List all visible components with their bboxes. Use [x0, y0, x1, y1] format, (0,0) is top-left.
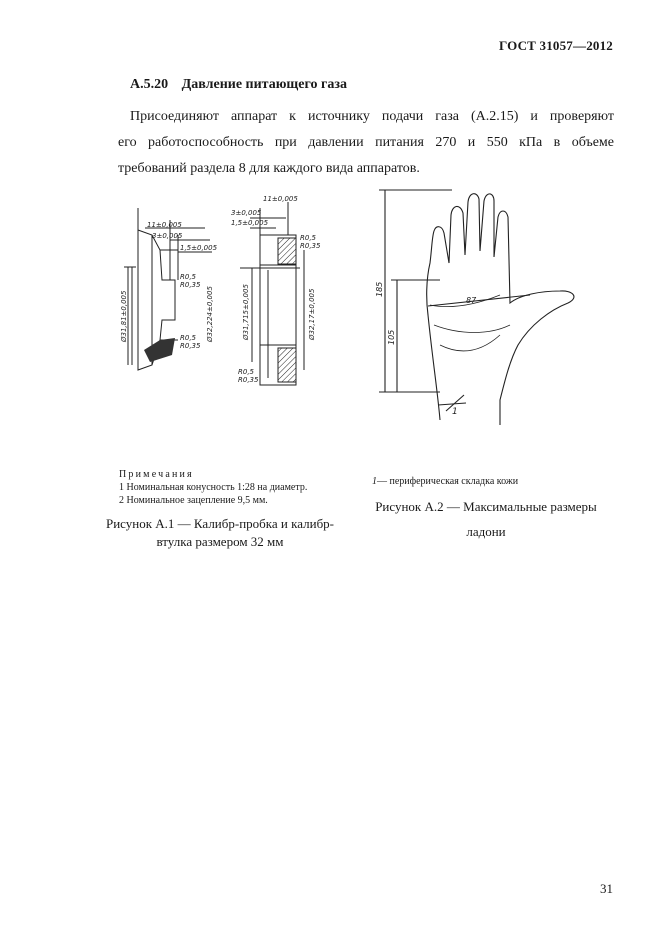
dim-label: R0,35	[180, 342, 201, 350]
paragraph-line: его работоспособность при давлении питания 270 и 550 кПа в объеме	[118, 135, 614, 150]
dim-label: 105	[387, 329, 396, 345]
note-item: 1 Номинальная конусность 1:28 на диаметр.	[119, 482, 308, 493]
dim-label: R0,5	[238, 368, 254, 376]
caption-line: ладони	[466, 524, 506, 539]
legend-number: 1	[372, 476, 377, 487]
dim-label: Ø32,224±0,005	[206, 286, 214, 342]
dim-label: 87	[466, 296, 477, 305]
body-paragraph	[118, 104, 614, 182]
paragraph-line: требований раздела 8 для каждого вида аппаратов.	[118, 161, 420, 176]
figure2-caption	[362, 494, 610, 544]
dim-label: 11±0,005	[147, 221, 182, 229]
dim-label: R0,5	[180, 334, 196, 342]
dim-label: 185	[375, 281, 384, 297]
dim-label: R0,35	[300, 242, 321, 250]
dim-label: 3±0,005	[152, 232, 183, 240]
note-item: 2 Номинальное зацепление 9,5 мм.	[119, 495, 268, 506]
dim-label: Ø31,81±0,005	[120, 290, 128, 342]
page-number: 31	[600, 881, 613, 896]
dim-label: R0,35	[238, 376, 259, 384]
dim-label: Ø32,17±0,005	[308, 288, 316, 340]
figure1-notes	[119, 468, 307, 507]
dim-label: 11±0,005	[263, 195, 298, 203]
caption-line: Рисунок А.2 — Максимальные размеры	[375, 499, 597, 514]
callout-number: 1	[452, 407, 458, 417]
figure1-caption	[96, 515, 344, 551]
caption-line: Рисунок А.1 — Калибр-пробка и калибр-	[105, 516, 335, 531]
section-heading	[130, 77, 347, 93]
dim-label: 1,5±0,005	[180, 244, 218, 252]
caption-line: втулка размером 32 мм	[156, 534, 284, 549]
figure-gauge-drawing	[100, 190, 340, 405]
dim-label: R0,5	[180, 273, 196, 281]
paragraph-line: Присоединяют аппарат к источнику подачи газа (А.2.15) и проверяют	[130, 109, 614, 124]
figure2-legend	[372, 476, 518, 487]
notes-header: Примечания	[119, 469, 194, 480]
dim-label: Ø31,715±0,005	[242, 284, 250, 340]
dim-label: 1,5±0,005	[231, 219, 269, 227]
legend-text: — периферическая складка кожи	[377, 476, 519, 487]
dim-label: R0,5	[300, 234, 316, 242]
standard-code: ГОСТ 31057—2012	[498, 38, 613, 53]
dim-label: 3±0,005	[231, 209, 262, 217]
section-number: А.5.20	[130, 77, 169, 92]
dim-label: R0,35	[180, 281, 201, 289]
section-title: Давление питающего газа	[181, 77, 347, 92]
figure-hand-drawing	[360, 185, 610, 430]
